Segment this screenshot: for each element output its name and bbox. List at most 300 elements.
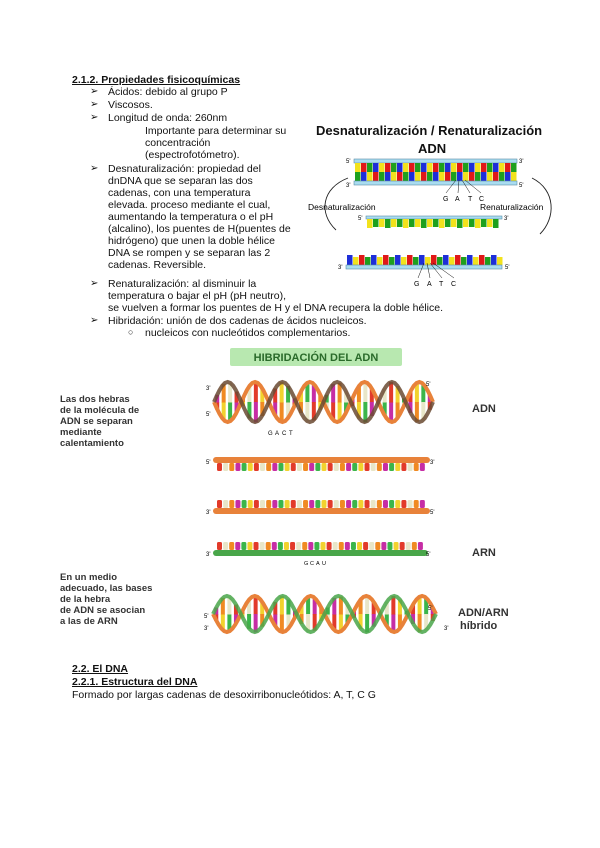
base-block [397, 172, 403, 181]
base-letter: C [451, 281, 457, 288]
base-block [266, 542, 271, 550]
end-label: 3' [206, 510, 211, 516]
base-block [290, 542, 295, 550]
base-block [463, 163, 469, 172]
body-text: Formado por largas cadenas de desoxirribonucleótidos: A, T, C G [72, 689, 376, 701]
base-block [395, 500, 400, 508]
base-block [457, 163, 463, 172]
base-block [254, 463, 259, 471]
base-block [217, 542, 222, 550]
base-block [415, 219, 421, 227]
base-block [415, 163, 421, 172]
item-acidos: Ácidos: debido al grupo P [108, 86, 228, 98]
rna-strand [213, 542, 431, 558]
base-block [315, 500, 320, 508]
base-block [418, 542, 423, 550]
dna-double-helix [214, 382, 433, 422]
base-block [340, 463, 345, 471]
base-block [355, 172, 361, 181]
base-block [291, 500, 296, 508]
base-block [377, 463, 382, 471]
base-block [241, 542, 246, 550]
base-block [367, 163, 373, 172]
base-block [229, 542, 234, 550]
note-line: Importante para determinar su [145, 125, 287, 137]
base-block [303, 500, 308, 508]
base-letter: T [289, 431, 293, 437]
base-block [499, 163, 505, 172]
section-heading: 2.2. El DNA [72, 663, 129, 675]
base-block [433, 172, 439, 181]
base-block [451, 219, 457, 227]
end-label: 3' [519, 159, 524, 165]
caption-line: de la molécula de [60, 405, 140, 416]
base-block [469, 172, 475, 181]
base-block [475, 219, 481, 228]
note-line: concentración [145, 137, 211, 149]
base-block [367, 219, 373, 228]
base-block [223, 542, 228, 550]
base-block [487, 172, 493, 181]
base-block [355, 163, 361, 172]
base-block [400, 542, 405, 550]
base-block [437, 257, 443, 265]
base-block [421, 163, 427, 172]
end-label: 3' [204, 626, 209, 632]
base-block [371, 463, 376, 471]
base-block [389, 257, 395, 265]
base-block [347, 255, 353, 265]
base-block [425, 257, 431, 265]
base-block [346, 463, 351, 471]
base-block [217, 500, 222, 508]
end-label: 3' [346, 183, 351, 189]
base-block [339, 542, 344, 550]
base-block [408, 500, 413, 508]
base-block [346, 500, 351, 508]
base-block [315, 463, 320, 471]
base-block [327, 542, 332, 550]
base-block [391, 219, 397, 227]
base-block [340, 500, 345, 508]
base-block [365, 500, 370, 508]
base-block [449, 257, 455, 265]
figure2-banner: HIBRIDACIÓN DEL ADN [253, 352, 379, 364]
base-block [403, 172, 409, 181]
end-label: 3' [430, 460, 435, 466]
base-block [308, 542, 313, 550]
single-strand-upper [366, 216, 502, 219]
base-block [328, 500, 333, 508]
end-label: 5' [519, 183, 524, 189]
base-block [505, 163, 511, 172]
base-block [371, 500, 376, 508]
base-block [383, 463, 388, 471]
sub-bullet: nucleicos con nucleótidos complementarios. [145, 327, 351, 339]
caption-line: adecuado, las bases [60, 583, 153, 594]
caption-line: ADN se separan [60, 416, 133, 427]
base-block [242, 463, 247, 471]
caption-line: Las dos hebras [60, 394, 130, 405]
end-label: 5' [428, 606, 433, 612]
item-renat: temperatura o bajar el pH (pH neutro), [108, 290, 287, 302]
base-block [309, 500, 314, 508]
base-block [371, 255, 377, 265]
item-hibrid: Hibridación: unión de dos cadenas de ácidos nucleicos. [108, 315, 367, 327]
base-block [409, 163, 415, 172]
item-desnat: aumentando la temperatura o el pH [108, 211, 274, 223]
label-hybrid: ADN/ARN [458, 607, 509, 619]
base-block [427, 219, 433, 227]
item-renat: Renaturalización: al disminuir la [108, 278, 257, 290]
base-block [377, 500, 382, 508]
base-block [463, 172, 469, 181]
base-block [493, 163, 499, 172]
end-label: 5' [204, 614, 209, 620]
base-block [358, 463, 363, 471]
base-block [377, 257, 383, 265]
base-block [272, 500, 277, 508]
bases-upper-strand [367, 219, 499, 228]
base-block [285, 500, 290, 508]
base-block [491, 255, 497, 265]
base-block [445, 163, 451, 172]
base-block [413, 257, 419, 265]
base-block [359, 255, 365, 265]
single-strand-lower [346, 265, 502, 269]
base-block [481, 163, 487, 172]
base-block [278, 542, 283, 550]
item-desnat: hidrógeno) que unen la doble hélice [108, 235, 275, 247]
base-block [334, 463, 339, 471]
base-block [395, 463, 400, 471]
base-block [385, 163, 391, 172]
base-letter: G [414, 281, 420, 288]
base-block [394, 542, 399, 550]
base-block [291, 463, 296, 471]
caption-line: En un medio [60, 572, 117, 583]
base-block [401, 257, 407, 265]
base-letter: U [322, 561, 326, 567]
base-block [379, 163, 385, 172]
base-block [412, 542, 417, 550]
arrow-bullet-icon: ➢ [90, 86, 99, 97]
base-letter: C [282, 431, 287, 437]
base-block [381, 542, 386, 550]
base-block [247, 542, 252, 550]
base-block [403, 163, 409, 172]
denaturation-figure [306, 118, 556, 288]
base-block [487, 163, 493, 172]
arrow-bullet-icon: ➢ [90, 99, 99, 110]
base-block [385, 172, 391, 181]
base-block [389, 500, 394, 508]
base-block [391, 172, 397, 181]
base-block [379, 172, 385, 181]
item-desnat: cadenas, con una temperatura [108, 187, 251, 199]
item-longitud: Longitud de onda: 260nm [108, 112, 228, 124]
base-letter: T [439, 281, 444, 288]
base-block [473, 257, 479, 265]
base-block [469, 163, 475, 172]
label-arn: ARN [472, 547, 496, 559]
arrow-bullet-icon: ➢ [90, 163, 99, 174]
base-block [401, 463, 406, 471]
base-block [383, 255, 389, 265]
base-block [445, 219, 451, 227]
arrow-bullet-icon: ➢ [90, 278, 99, 289]
base-block [353, 257, 359, 265]
base-block [401, 500, 406, 508]
base-block [365, 463, 370, 471]
base-block [373, 219, 379, 227]
base-block [254, 542, 259, 550]
base-block [499, 172, 505, 181]
base-block [469, 219, 475, 227]
label-hybrid: híbrido [460, 620, 498, 632]
base-block [369, 542, 374, 550]
caption-line: a las de ARN [60, 616, 118, 627]
base-block [297, 463, 302, 471]
base-block [345, 542, 350, 550]
base-block [229, 500, 234, 508]
base-block [403, 219, 409, 228]
base-block [302, 542, 307, 550]
base-block [497, 257, 503, 265]
figure1-adn-label: ADN [418, 141, 447, 156]
end-label: 5' [346, 159, 351, 165]
base-block [493, 219, 499, 228]
base-block [365, 257, 371, 265]
base-block [408, 463, 413, 471]
base-block [457, 172, 463, 181]
base-letter: A [275, 431, 280, 437]
base-block [242, 500, 247, 508]
end-label: 3' [504, 216, 509, 222]
base-block [235, 500, 240, 508]
circle-bullet-icon: ○ [128, 327, 134, 337]
base-block [415, 172, 421, 181]
end-label: 5' [426, 552, 431, 558]
base-block [493, 172, 499, 181]
base-letter: A [455, 196, 460, 203]
base-block [463, 219, 469, 227]
base-letter: C [310, 561, 314, 567]
base-block [373, 172, 379, 181]
base-block [439, 163, 445, 172]
base-block [420, 463, 425, 471]
base-block [475, 172, 481, 181]
base-letter: A [316, 561, 320, 567]
separated-strand-upper [213, 457, 430, 471]
base-block [303, 463, 308, 471]
base-block [357, 542, 362, 550]
base-block [223, 463, 228, 471]
base-block [361, 172, 367, 181]
base-block [285, 463, 290, 471]
base-block [321, 542, 326, 550]
bases-lower-strand [347, 255, 503, 265]
base-block [397, 219, 403, 227]
label-adn: ADN [472, 403, 496, 415]
base-block [278, 500, 283, 508]
base-block [322, 463, 327, 471]
base-block [223, 500, 228, 508]
figure1-title: Desnaturalización / Renaturalización [316, 123, 543, 138]
denaturation-label: Desnaturalización [308, 202, 376, 212]
end-label: 5' [505, 265, 510, 271]
base-block [421, 172, 427, 181]
base-block [485, 257, 491, 265]
caption-line: calentamiento [60, 438, 124, 449]
base-block [272, 542, 277, 550]
base-block [479, 255, 485, 265]
base-block [235, 542, 240, 550]
base-letter: T [468, 196, 473, 203]
base-block [314, 542, 319, 550]
base-block [451, 163, 457, 172]
base-block [373, 163, 379, 172]
item-renat: se vuelven a formar los puentes de H y el DNA recupera la doble hélice. [108, 302, 444, 314]
base-block [414, 463, 419, 471]
base-letter: G [443, 196, 449, 203]
base-block [391, 163, 397, 172]
renaturation-label: Renaturalización [480, 202, 544, 212]
base-block [511, 163, 517, 172]
base-block [266, 500, 271, 508]
base-block [328, 463, 333, 471]
item-desnat: DNA se rompen y se separan las 2 [108, 247, 271, 259]
base-block [322, 500, 327, 508]
base-block [387, 542, 392, 550]
end-label: 3' [206, 386, 211, 392]
base-block [433, 219, 439, 227]
arrow-bullet-icon: ➢ [90, 112, 99, 123]
base-letter: G [268, 431, 273, 437]
base-block [260, 542, 265, 550]
base-block [397, 163, 403, 172]
base-block [439, 219, 445, 228]
backbone [213, 550, 431, 558]
end-label: 3' [206, 552, 211, 558]
item-desnat: elevada. proceso mediante el cual, [108, 199, 271, 211]
base-block [375, 542, 380, 550]
base-block [420, 500, 425, 508]
base-block [254, 500, 259, 508]
base-letter: C [479, 196, 485, 203]
base-block [409, 219, 415, 227]
base-block [433, 163, 439, 172]
base-block [487, 219, 493, 227]
base-block [334, 500, 339, 508]
base-block [260, 500, 265, 508]
base-block [352, 500, 357, 508]
base-block [409, 172, 415, 181]
section-heading: 2.1.2. Propiedades fisicoquímicas [72, 74, 241, 86]
item-viscosos: Viscosos. [108, 99, 153, 111]
note-line: (espectrofotómetro). [145, 149, 240, 161]
base-block [427, 172, 433, 181]
base-block [333, 542, 338, 550]
base-block [248, 463, 253, 471]
base-block [481, 219, 487, 227]
base-block [284, 542, 289, 550]
caption-line: de la hebra [60, 594, 111, 605]
base-block [414, 500, 419, 508]
end-label: 5' [430, 510, 435, 516]
base-block [427, 163, 433, 172]
dna-strand-bottom [354, 181, 517, 185]
end-label: 3' [338, 265, 343, 271]
caption-line: de ADN se asocian [60, 605, 146, 616]
backbone [213, 508, 430, 514]
base-pairs-top [355, 163, 517, 181]
base-block [248, 500, 253, 508]
hybridization-figure [58, 346, 518, 646]
base-block [481, 172, 487, 181]
base-block [407, 255, 413, 265]
base-block [367, 172, 373, 181]
item-desnat: dnDNA que se separan las dos [108, 175, 253, 187]
base-block [296, 542, 301, 550]
item-desnat: cadenas. Reversible. [108, 259, 207, 271]
base-block [467, 255, 473, 265]
base-letter: A [427, 281, 432, 288]
separated-strand-lower [213, 500, 430, 514]
base-block [511, 172, 517, 181]
base-block [358, 500, 363, 508]
dna-rna-hybrid-helix [213, 596, 436, 632]
base-block [455, 255, 461, 265]
base-block [278, 463, 283, 471]
base-block [351, 542, 356, 550]
base-block [383, 500, 388, 508]
backbone [213, 457, 430, 463]
base-letter: G [304, 561, 309, 567]
base-block [229, 463, 234, 471]
base-block [443, 255, 449, 265]
base-block [421, 219, 427, 228]
item-desnat: Desnaturalización: propiedad del [108, 163, 261, 175]
base-block [260, 463, 265, 471]
base-block [272, 463, 277, 471]
dna-strand-top [354, 159, 517, 163]
base-block [445, 172, 451, 181]
base-block [217, 463, 222, 471]
base-block [461, 257, 467, 265]
base-block [389, 463, 394, 471]
base-block [505, 172, 511, 181]
base-block [475, 163, 481, 172]
end-label: 5' [426, 382, 431, 388]
end-label: 5' [358, 216, 363, 222]
base-block [352, 463, 357, 471]
base-block [406, 542, 411, 550]
base-block [235, 463, 240, 471]
base-block [385, 219, 391, 228]
caption-line: mediante [60, 427, 102, 438]
base-block [297, 500, 302, 508]
base-block [439, 172, 445, 181]
base-block [395, 255, 401, 265]
end-label: 3' [444, 626, 449, 632]
base-block [451, 172, 457, 181]
base-block [309, 463, 314, 471]
end-label: 5' [206, 460, 211, 466]
base-block [361, 163, 367, 172]
base-block [379, 219, 385, 227]
arrow-bullet-icon: ➢ [90, 315, 99, 326]
